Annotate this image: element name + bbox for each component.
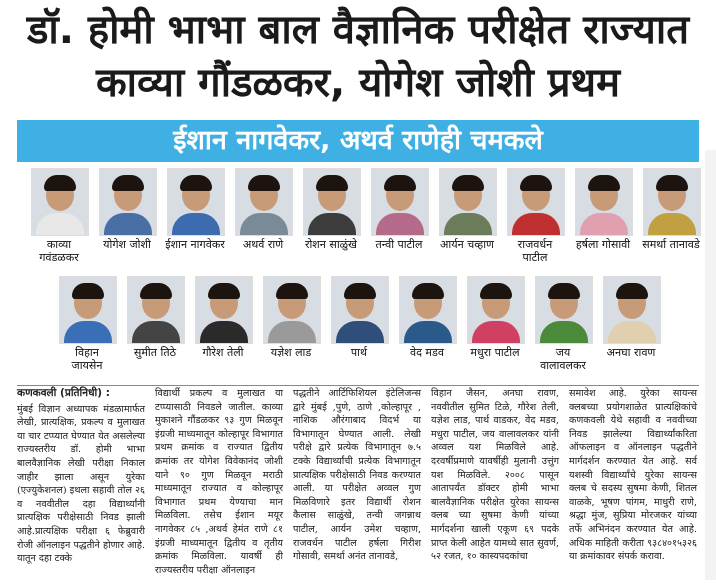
student-name-caption: सुमीत तिठे [133,346,177,359]
student-name-caption: पार्थ [350,346,368,359]
student-name-caption: तन्वी पाटील [375,238,423,251]
student-name-caption: अथर्व राणे [242,238,284,251]
student-name-caption: मधुरा पाटील [470,346,520,359]
student-photo-hair [548,283,580,299]
student-photo-body [104,213,152,236]
student-photo-body [308,213,356,236]
adjacent-page-edge [705,150,716,580]
subheadline-banner: ईशान नागवेकर, अथर्व राणेही चमकले [17,120,699,162]
section-divider [17,385,699,386]
student-photo-hair [412,283,444,299]
student-photo-body [472,321,520,344]
student-photo [399,276,457,344]
student-photo [167,168,225,236]
student-name-caption: गौरेश तेली [202,346,244,359]
student-photo-body [648,213,696,236]
student-photo-hair [520,175,552,191]
student-photo [127,276,185,344]
student-photo-hair [588,175,620,191]
student-photo-hair [140,283,172,299]
student-photo-hair [44,175,76,191]
student-photo [603,276,661,344]
student-photo-hair [316,175,348,191]
student-photo [643,168,701,236]
student-photo [59,276,117,344]
student-photo-body [336,321,384,344]
student-name-caption: विहान जायसेन [71,346,103,372]
student-photo-hair [248,175,280,191]
article-column-2: विद्यार्थी प्रकल्प व मुलाखत या टप्प्यासाठी निवडले जातील. काव्या मुकाशने गौंडळकर ९३ गुण मिळवून इंग्रजी माध्यमातून कोल्हापूर विभागात प्रथम क्रमांक व राज्यात द्वितीय क्रमांक तर योगेश विवेकानंद जोशी याने ९० गुण मिळवून मराठी माध्यमातून राज्यात व कोल्हापूर विभागात प्रथम येण्याचा मान मिळविला. तसेच ईशान मयूर नागवेकर ८५ ,अथर्व हेमंत राणे ८१ इंग्रजी माध्यमातून द्वितीय व तृतीय क्रमांक मिळविला. यावर्षी ही राज्यस्तरीय परीक्षा ऑनलाइन [155,388,283,576]
student-photo-hair [112,175,144,191]
student-photo-body [36,213,84,236]
student-photo [467,276,525,344]
student-photo [535,276,593,344]
student-photo-grid [17,166,699,384]
student-photo [507,168,565,236]
student-name-caption: वेद मडव [409,346,445,359]
student-photo-body [268,321,316,344]
article-column-1 [17,387,145,566]
student-photo-body [608,321,656,344]
student-photo [263,276,321,344]
student-name-caption: जय वालावलकर [540,346,586,372]
student-name-caption: रोशन साळुंखे [304,238,358,251]
student-photo-hair [72,283,104,299]
student-photo-hair [344,283,376,299]
article-column-4: विहान जैसन, अनघा रावण, नववीतील सुमित टिळे, गौरेश तेली, यज्ञेश लाड, पार्थ वाडकर, वेद मडव, मधुरा पाटील, जय वालावलकर यांनी अव्वल यश मिळविले आहे. दरवर्षीप्रमाणे यावर्षीही मुलानी उत्तुंग यश मिळविले. २००८ पासून आतापर्यंत डॉक्टर होमी भाभा बालवैज्ञानिक परीक्षेत युरेका सायन्स क्लब च्या सुषमा केणी यांच्या मार्गदर्शना खाली एकूण ६९ पदके प्राप्त केली आहेत यामध्ये सात सुवर्ण, ५२ रजत, १० कास्यपदकांचा [431,388,559,563]
student-name-caption: आर्यन चव्हाण [439,238,495,251]
student-photo [195,276,253,344]
student-photo-body [376,213,424,236]
student-photo [331,276,389,344]
student-photo-hair [480,283,512,299]
student-photo-hair [208,283,240,299]
student-photo-body [240,213,288,236]
student-photo [371,168,429,236]
student-photo-body [132,321,180,344]
student-photo [575,168,633,236]
student-photo-body [64,321,112,344]
student-photo-hair [656,175,688,191]
headline-line-1: डॉ. होमी भाभा बाल वैज्ञानिक परीक्षेत राज्यात [26,7,690,53]
student-name-caption: ईशान नागवेकर [165,238,225,251]
student-photo-body [540,321,588,344]
student-photo-body [200,321,248,344]
student-name-caption: यज्ञेश लाड [270,346,312,359]
student-photo-hair [276,283,308,299]
student-photo-body [172,213,220,236]
student-photo [235,168,293,236]
student-photo-body [512,213,560,236]
student-name-caption: अनघा रावण [606,346,656,359]
article-column-3: पद्धतीने आर्टिफिशियल इंटेलिजन्स द्वारे मुंबई ,पुणे, ठाणे ,कोल्हापूर , नाशिक औरंगाबाद विदर्भ या विभागातून घेण्यात आली. लेखी परीक्षे द्वारे प्रत्येक विभागातून ७.५ टक्के विद्यार्थ्यांची प्रत्येक विभागातून प्रात्यक्षिक परीक्षेसाठी निवड करण्यात आली. या परीक्षेत अव्वल गुण मिळविणारे इतर विद्यार्थी रोशन कैलास साळुंखे, तन्वी जगन्नाथ पाटील, आर्यन उमेश चव्हाण, राजवर्धन पाटील हर्षला गिरीश गोसावी, समर्था अनंत तानावडे, [293,388,421,563]
article-column-1-text: मुंबई विज्ञान अध्यापक मंडळामार्फत लेखी, प्रात्यक्षिक, प्रकल्प व मुलाखत या चार टप्प्यात घेण्यात येत असलेल्या राज्यस्तरीय डॉ. होमी भाभा बालवैज्ञानिक लेखी परीक्षा निकाल जाहीर झाला असून युरेका (एज्युकेशनल) इथला सहावी तोल २६ व नववीतील दहा विद्यार्थ्यांनी प्रात्यक्षिक परीक्षेसाठी निवड झाली आहे.प्रात्यक्षिक परीक्षा ६ फेब्रुवारी रोजी ऑनलाइन पद्धतीने होणार आहे. यातून दहा टक्के [17,403,145,565]
student-photo-body [404,321,452,344]
student-photo [439,168,497,236]
student-photo [31,168,89,236]
article-column-5: समावेश आहे. युरेका सायन्स क्लबच्या प्रयोगशाळेत प्रात्यक्षिकांचे कणकवली येथे सहावी व नववीच्या निवड झालेल्या विद्यार्थ्यांकरिता ऑफलाइन व ऑनलाइन पद्धतीने मार्गदर्शन करण्यात येत आहे. सर्व यशस्वी विद्यार्थ्यांचे युरेका सायन्स क्लब चे सदस्य सुषमा केणी, शितल वाळके, भूषण पांगम, माधुरी राणे, श्रद्धा मुंज, सुप्रिया मोरजकर यांच्या तर्फे अभिनंदन करण्यात येत आहे. अधिक माहिती करीता ९३८४०१५३२६ या क्रमांकावर संपर्क करावा. [569,388,697,563]
student-name-caption: समर्था तानावडे [642,238,700,251]
student-name-caption: काव्या गवंडळकर [39,238,79,264]
student-photo-body [444,213,492,236]
article-body [17,387,699,583]
student-name-caption: योगेश जोशी [103,238,151,251]
headline-line-2: काव्या गौंडळकर, योगेश जोशी प्रथम [95,60,621,106]
student-photo-body [580,213,628,236]
student-name-caption: हर्षला गोसावी [575,238,631,251]
student-name-caption: राजवर्धन पाटील [517,238,553,264]
student-photo-hair [384,175,416,191]
byline: कणकवली (प्रतिनिधी) : [17,387,110,399]
student-photo [303,168,361,236]
student-photo-hair [452,175,484,191]
student-photo [99,168,157,236]
student-photo-hair [616,283,648,299]
student-photo-hair [180,175,212,191]
